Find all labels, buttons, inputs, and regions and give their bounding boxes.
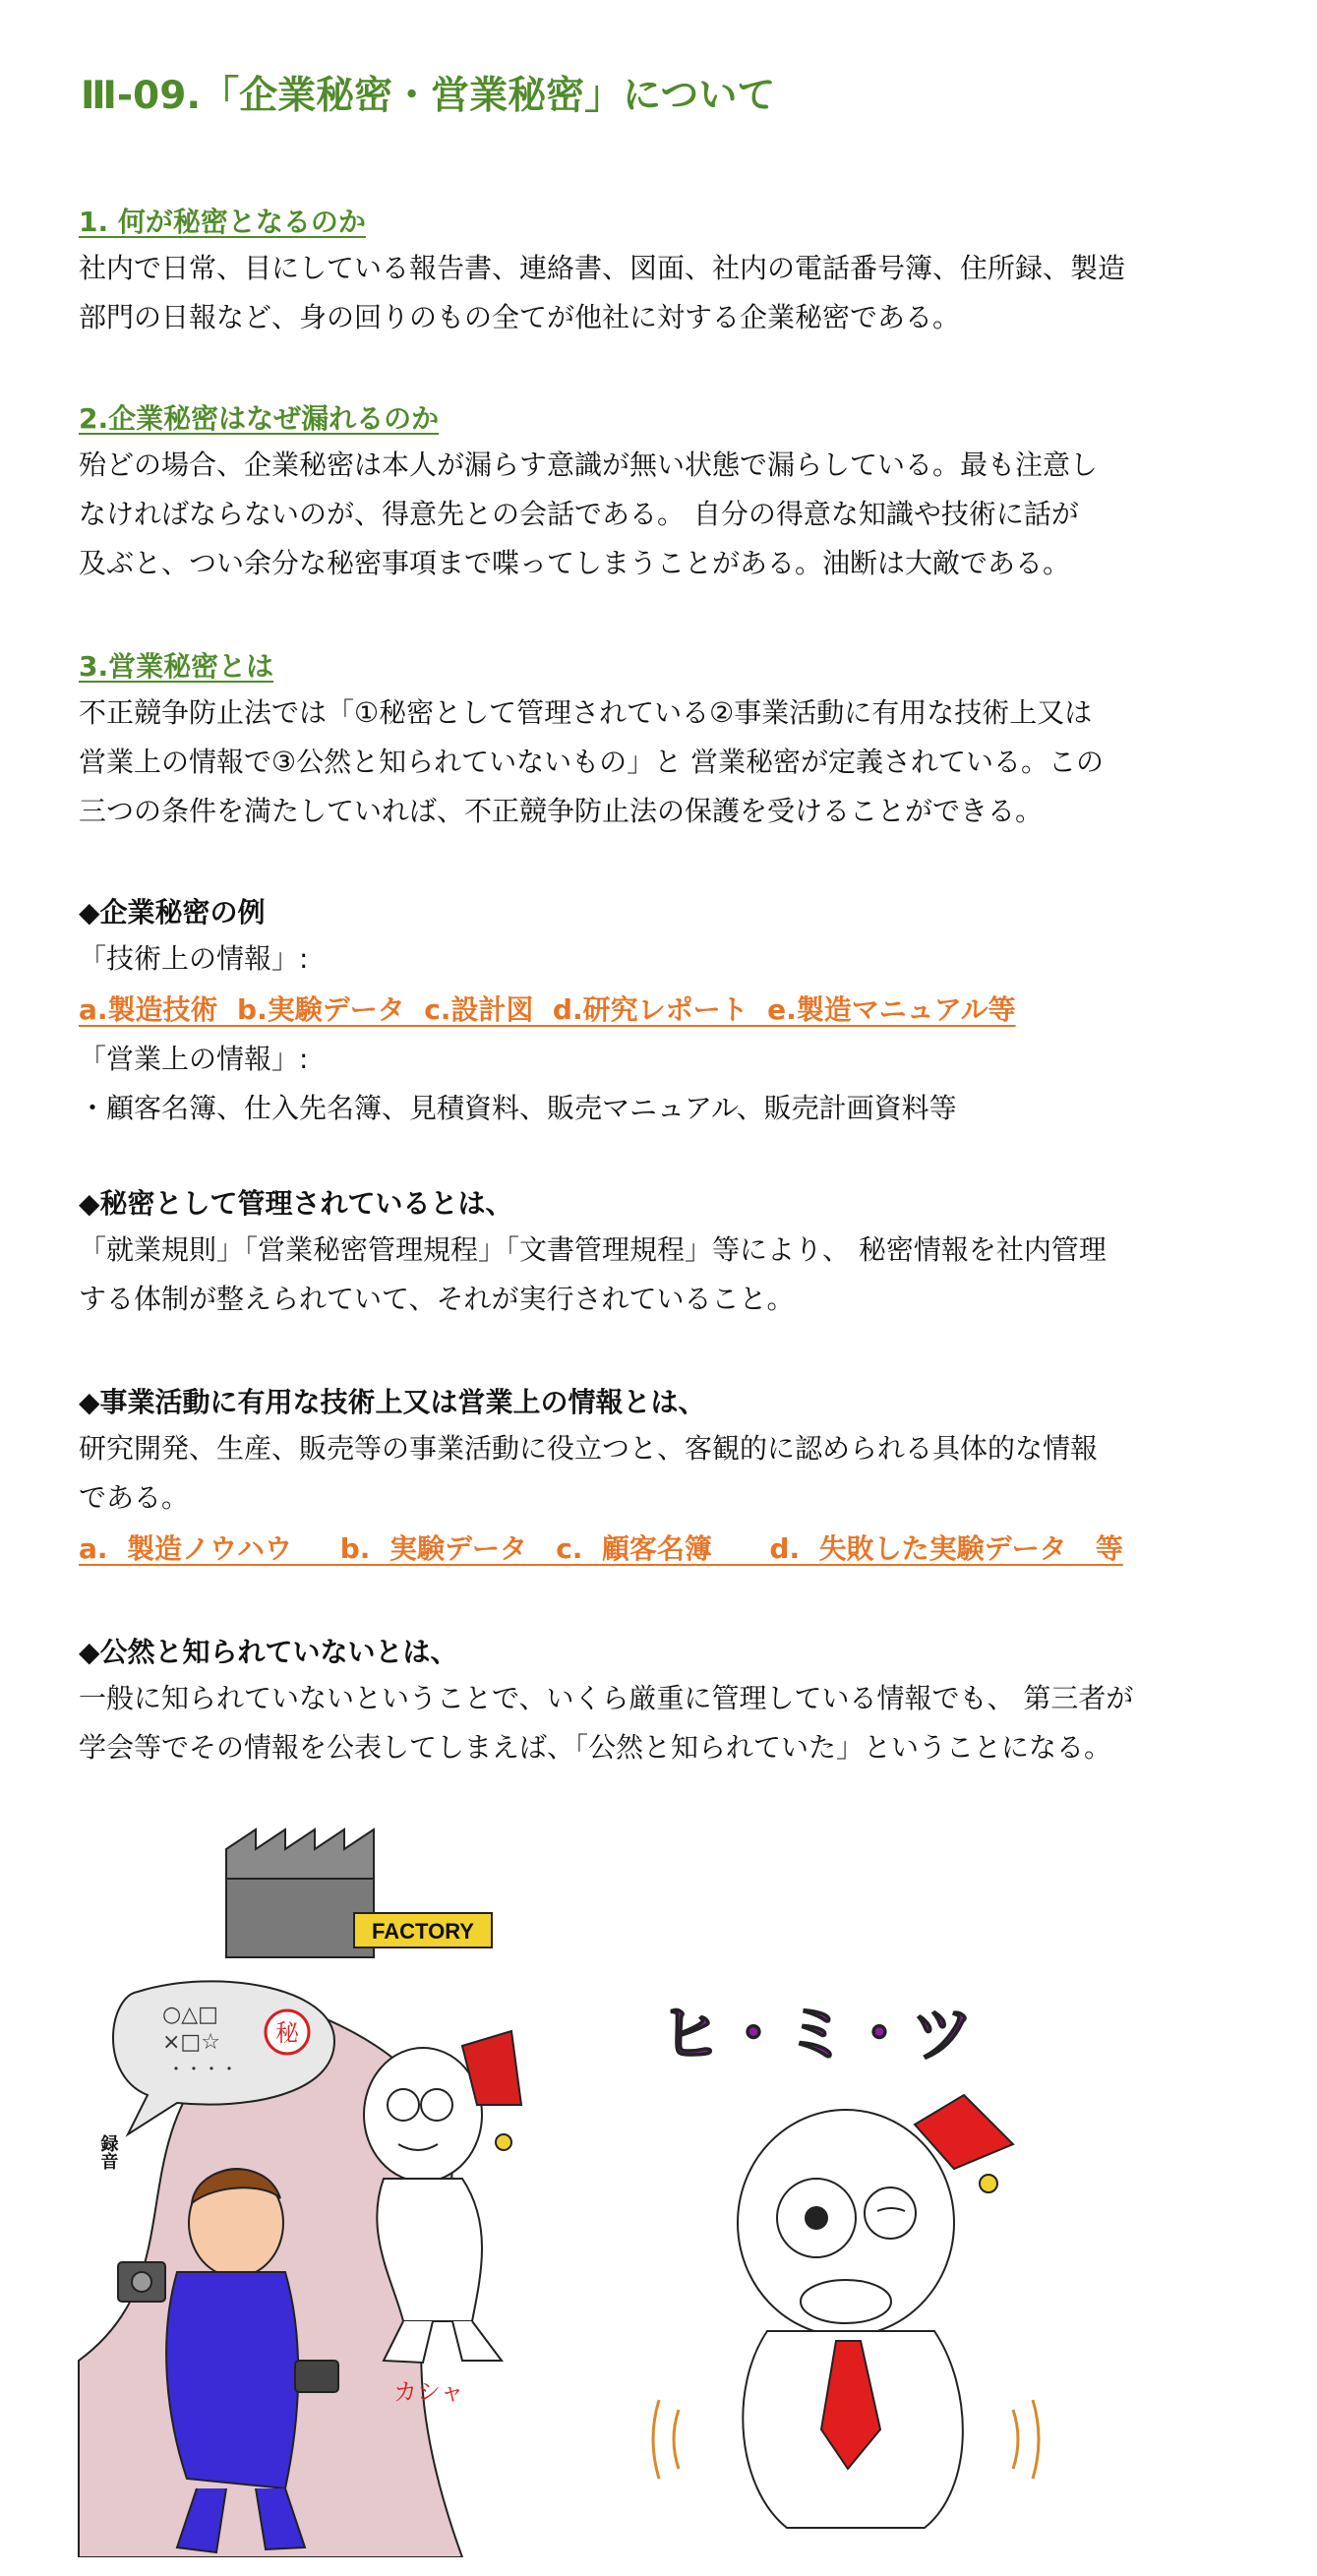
- section-1-body: [79, 244, 1249, 342]
- useful-line: 研究開発、生産、販売等の事業活動に役立つと、客観的に認められる具体的な情報: [79, 1432, 1099, 1465]
- tech-examples: a.製造技術 b.実験データ c.設計図 d.研究レポート e.製造マニュアル等: [79, 993, 1016, 1026]
- factory-conversation-illustration: [69, 1810, 580, 2557]
- not-public-line: 学会等でその情報を公表してしまえば、「公然と知られていた」ということになる。: [79, 1731, 1112, 1764]
- managed-body: [79, 1226, 1249, 1324]
- useful-body: [79, 1424, 1249, 1523]
- sales-label-text: 「営業上の情報」:: [79, 1043, 309, 1075]
- section-3-line: 不正競争防止法では「①秘密として管理されている②事業活動に有用な技術上又は: [79, 696, 1093, 729]
- not-public-heading: ◆公然と知られていないとは、: [79, 1636, 458, 1668]
- section-1-line: 社内で日常、目にしている報告書、連絡書、図面、社内の電話番号簿、住所録、製造: [79, 252, 1126, 284]
- section-3-line: 三つの条件を満たしていれば、不正競争防止法の保護を受けることができる。: [79, 795, 1044, 827]
- factory-sign: FACTORY: [372, 1919, 474, 1944]
- section-2-heading: 2.企業秘密はなぜ漏れるのか: [79, 402, 440, 435]
- camera-icon: [295, 2361, 338, 2392]
- section-3-heading: 3.営業秘密とは: [79, 650, 274, 683]
- section-2-line: 殆どの場合、企業秘密は本人が漏らす意識が無い状態で漏らしている。最も注意し: [79, 449, 1099, 481]
- section-2-line: なければならないのが、得意先との会話である。 自分の得意な知識や技術に話が: [79, 498, 1079, 530]
- section-1-line: 部門の日報など、身の回りのもの全てが他社に対する企業秘密である。: [79, 301, 961, 333]
- secret-word: ヒ・ミ・ツ: [659, 1999, 974, 2071]
- bubble-symbols-1: ○△□: [162, 2003, 218, 2027]
- sales-items-text: ・顧客名簿、仕入先名簿、見積資料、販売マニュアル、販売計画資料等: [79, 1092, 957, 1124]
- useful-examples: a. 製造ノウハウ b. 実験データ c. 顧客名簿 d. 失敗した実験データ 等: [79, 1532, 1123, 1565]
- managed-heading: ◆秘密として管理されているとは、: [79, 1187, 513, 1220]
- bubble-symbols-3: ・・・・: [167, 2060, 238, 2080]
- secret-character: [653, 2095, 1039, 2528]
- section-3-line: 営業上の情報で③公然と知られていないもの」と 営業秘密が定義されている。この: [79, 746, 1105, 778]
- secret-character-illustration: [620, 1977, 1082, 2547]
- section-2-line: 及ぶと、つい余分な秘密事項まで喋ってしまうことがある。油断は大敵である。: [79, 547, 1071, 579]
- not-public-body: [79, 1674, 1249, 1772]
- factory-icon: [226, 1829, 492, 1957]
- bubble-symbols-2: ×□☆: [162, 2030, 220, 2055]
- managed-line: する体制が整えられていて、それが実行されていること。: [79, 1283, 795, 1315]
- sales-label: [79, 1035, 1249, 1133]
- page-title: Ⅲ-09.「企業秘密・営業秘密」について: [81, 74, 776, 118]
- tech-label: [79, 934, 1249, 984]
- recording-label: 録音: [97, 2134, 119, 2170]
- secret-stamp-text: 秘: [275, 2019, 299, 2047]
- section-2-body: [79, 441, 1249, 588]
- not-public-line: 一般に知られていないということで、いくら厳重に管理している情報でも、 第三者が: [79, 1682, 1134, 1714]
- section-3-body: [79, 689, 1249, 836]
- tech-label-text: 「技術上の情報」:: [79, 942, 309, 975]
- managed-line: 「就業規則」「営業秘密管理規程」「文書管理規程」等により、 秘密情報を社内管理: [79, 1233, 1107, 1266]
- examples-heading: ◆企業秘密の例: [79, 896, 266, 929]
- useful-heading: ◆事業活動に有用な技術上又は営業上の情報とは、: [79, 1386, 706, 1418]
- useful-line: である。: [79, 1481, 190, 1514]
- section-1-heading: 1. 何が秘密となるのか: [79, 206, 366, 238]
- sound-effect: カシャ: [393, 2378, 464, 2406]
